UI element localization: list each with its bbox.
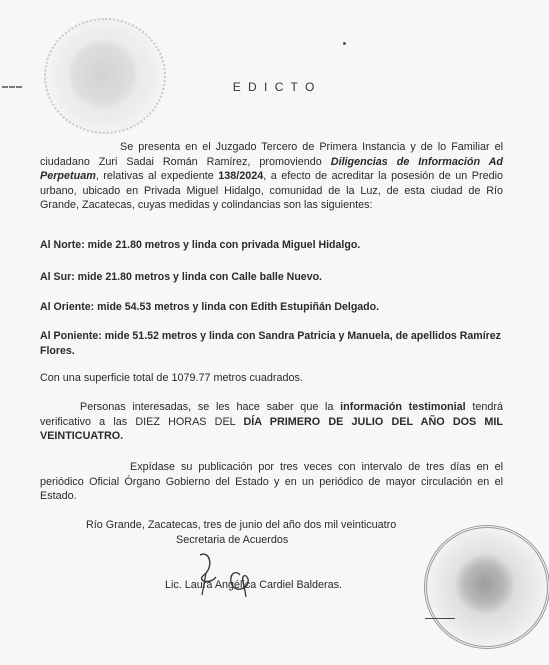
notice-text-2: tendrá verificativo a las DIEZ HORAS DEL	[40, 401, 503, 428]
boundary-south: Al Sur: mide 21.80 metros y linda con Calle balle Nuevo.	[40, 271, 323, 283]
boundary-north: Al Norte: mide 21.80 metros y linda con privada Miguel Hidalgo.	[40, 239, 361, 251]
intro-paragraph	[40, 140, 503, 213]
publication-paragraph	[40, 460, 503, 504]
seal-emblem	[68, 40, 138, 108]
handwritten-signature	[180, 545, 290, 605]
notice-text-1: Personas interesadas, se les hace saber que la	[80, 401, 341, 413]
margin-mark	[425, 618, 455, 619]
official-seal-top	[44, 18, 166, 134]
intro-text-3: , a efecto de acreditar la posesión de un Predio urbano, ubicado en Privada Miguel Hidalgo, comunidad de la Luz, de esta ciudad de Río Grande, Zacatecas, cuyas medidas y colindancias son las siguientes:	[40, 170, 503, 212]
boundary-west: Al Poniente: mide 51.52 metros y linda con Sandra Patricia y Manuela, de apellidos Ramírez Flores.	[40, 330, 501, 357]
document-title: E D I C T O	[232, 80, 317, 94]
seal-emblem	[455, 554, 515, 614]
place-date: Río Grande, Zacatecas, tres de junio del año dos mil veinticuatro	[86, 519, 397, 531]
intro-text-2: , relativas al expediente	[95, 170, 219, 183]
notice-paragraph	[40, 400, 503, 444]
intro-bold-proceeding: Diligencias de Información Ad Perpetuam	[40, 155, 503, 183]
speck	[343, 42, 346, 45]
surface-area: Con una superficie total de 1079.77 metros cuadrados.	[40, 372, 303, 384]
boundary-east: Al Oriente: mide 54.53 metros y linda con Edith Estupiñán Delgado.	[40, 301, 380, 313]
official-seal-bottom	[424, 525, 549, 649]
notice-bold-date: DÍA PRIMERO DE JULIO DEL AÑO DOS MIL VEINTICUATRO.	[40, 415, 503, 443]
notice-bold-1: información testimonial	[340, 401, 466, 413]
case-number: 138/2024	[218, 170, 264, 183]
secretary-title: Secretaria de Acuerdos	[176, 534, 289, 546]
publication-text: Expídase su publicación por tres veces con intervalo de tres días en el periódico Oficial Órgano Gobierno del Estado y en un periódico de mayor circulación en el Estado.	[40, 461, 503, 503]
intro-text-1: Se presenta en el Juzgado Tercero de Primera Instancia y de lo Familiar el ciudadano Zuri Sadai Román Ramírez, promoviendo	[40, 141, 503, 168]
signer-name: Lic. Laura Angélica Cardiel Balderas.	[165, 579, 343, 591]
